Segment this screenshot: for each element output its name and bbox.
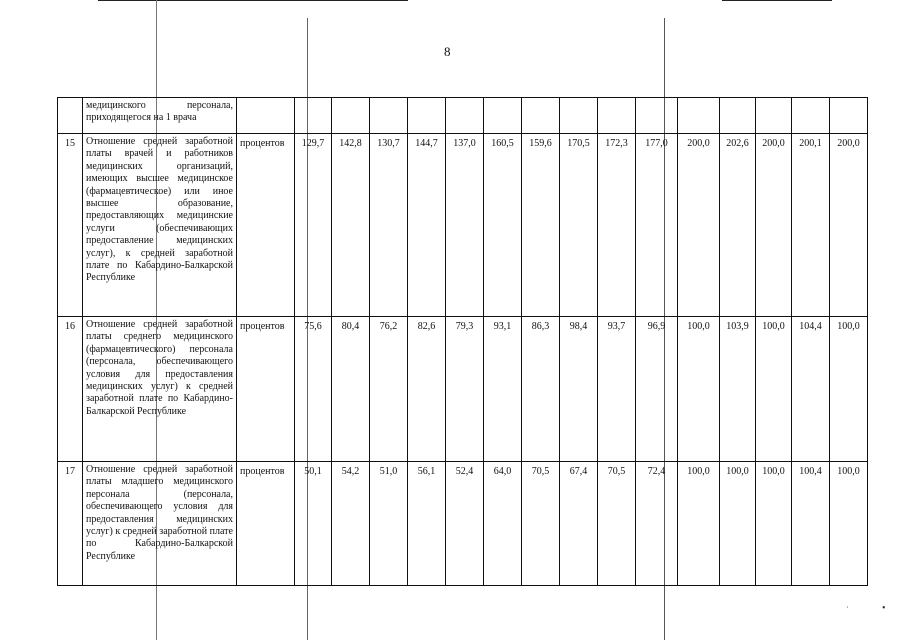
value-cell: 72,4 (636, 462, 678, 586)
row-number: 16 (58, 317, 83, 462)
value-cell: 159,6 (522, 134, 560, 317)
value-cell: 177,0 (636, 134, 678, 317)
value-cell: 76,2 (370, 317, 408, 462)
value-cell (295, 98, 332, 134)
table-row-15 (58, 134, 868, 317)
value-cell (408, 98, 446, 134)
value-cell: 54,2 (332, 462, 370, 586)
indicator-name: Отношение средней заработной платы среднего медицинского (фармацевтического) персонала (персонала, обеспечивающего условия для предоставления медицинских услуг) к средней заработной плате по Кабардино-Балкарской Республике (83, 317, 237, 462)
unit-of-measure: процентов (237, 462, 295, 586)
value-cell: 98,4 (560, 317, 598, 462)
value-cell (678, 98, 720, 134)
value-cell: 93,7 (598, 317, 636, 462)
value-cell: 67,4 (560, 462, 598, 586)
value-cell: 50,1 (295, 462, 332, 586)
value-cell: 100,0 (756, 462, 792, 586)
value-cell (792, 98, 830, 134)
value-cell: 56,1 (408, 462, 446, 586)
value-cell: 100,0 (756, 317, 792, 462)
unit-of-measure (237, 98, 295, 134)
value-cell (484, 98, 522, 134)
table-row-16 (58, 317, 868, 462)
value-cell: 172,3 (598, 134, 636, 317)
value-cell: 137,0 (446, 134, 484, 317)
value-cell: 142,8 (332, 134, 370, 317)
value-cell: 100,0 (720, 462, 756, 586)
value-cell: 129,7 (295, 134, 332, 317)
value-cell: 86,3 (522, 317, 560, 462)
value-cell: 79,3 (446, 317, 484, 462)
value-cell: 202,6 (720, 134, 756, 317)
indicator-name: медицинского персонала, приходящегося на 1 врача (83, 98, 237, 134)
value-cell: 70,5 (598, 462, 636, 586)
row-number: 17 (58, 462, 83, 586)
value-cell: 103,9 (720, 317, 756, 462)
value-cell: 144,7 (408, 134, 446, 317)
value-cell (598, 98, 636, 134)
value-cell: 70,5 (522, 462, 560, 586)
value-cell (522, 98, 560, 134)
value-cell: 52,4 (446, 462, 484, 586)
value-cell (756, 98, 792, 134)
value-cell (560, 98, 598, 134)
indicator-name: Отношение средней заработной платы младшего медицинского персонала (персонала, обеспечивающего условия для предоставления медицинских услуг) к средней заработной плате по Кабардино-Балкарской Республике (83, 462, 237, 586)
value-cell (446, 98, 484, 134)
indicator-table (57, 97, 868, 586)
row-number (58, 98, 83, 134)
value-cell: 82,6 (408, 317, 446, 462)
corner-mark-a: · (846, 603, 849, 612)
row-number: 15 (58, 134, 83, 317)
value-cell: 100,0 (830, 462, 868, 586)
page-number: 8 (444, 44, 451, 59)
corner-mark-b: • (882, 603, 886, 614)
value-cell: 100,4 (792, 462, 830, 586)
value-cell: 104,4 (792, 317, 830, 462)
scan-line-top-right (722, 0, 832, 1)
value-cell: 100,0 (830, 317, 868, 462)
value-cell (720, 98, 756, 134)
value-cell (370, 98, 408, 134)
value-cell: 200,1 (792, 134, 830, 317)
value-cell: 170,5 (560, 134, 598, 317)
value-cell: 200,0 (678, 134, 720, 317)
value-cell (636, 98, 678, 134)
value-cell: 160,5 (484, 134, 522, 317)
value-cell (830, 98, 868, 134)
table-row-continuation (58, 98, 868, 134)
value-cell: 51,0 (370, 462, 408, 586)
indicator-name: Отношение средней заработной платы врачей и работников медицинских организаций, имеющих высшее медицинское (фармацевтическое) или иное высшее образование, предоставляющих медицинские услуги (обеспечивающих предоставление медицинских услуг), к средней заработной плате по Кабардино-Балкарской Республике (83, 134, 237, 317)
value-cell: 93,1 (484, 317, 522, 462)
value-cell: 130,7 (370, 134, 408, 317)
value-cell: 200,0 (756, 134, 792, 317)
value-cell: 64,0 (484, 462, 522, 586)
scan-line-top-left (98, 0, 408, 1)
unit-of-measure: процентов (237, 134, 295, 317)
value-cell (332, 98, 370, 134)
table-row-17 (58, 462, 868, 586)
value-cell: 80,4 (332, 317, 370, 462)
value-cell: 100,0 (678, 317, 720, 462)
value-cell: 200,0 (830, 134, 868, 317)
value-cell: 96,9 (636, 317, 678, 462)
unit-of-measure: процентов (237, 317, 295, 462)
value-cell: 100,0 (678, 462, 720, 586)
value-cell: 75,6 (295, 317, 332, 462)
